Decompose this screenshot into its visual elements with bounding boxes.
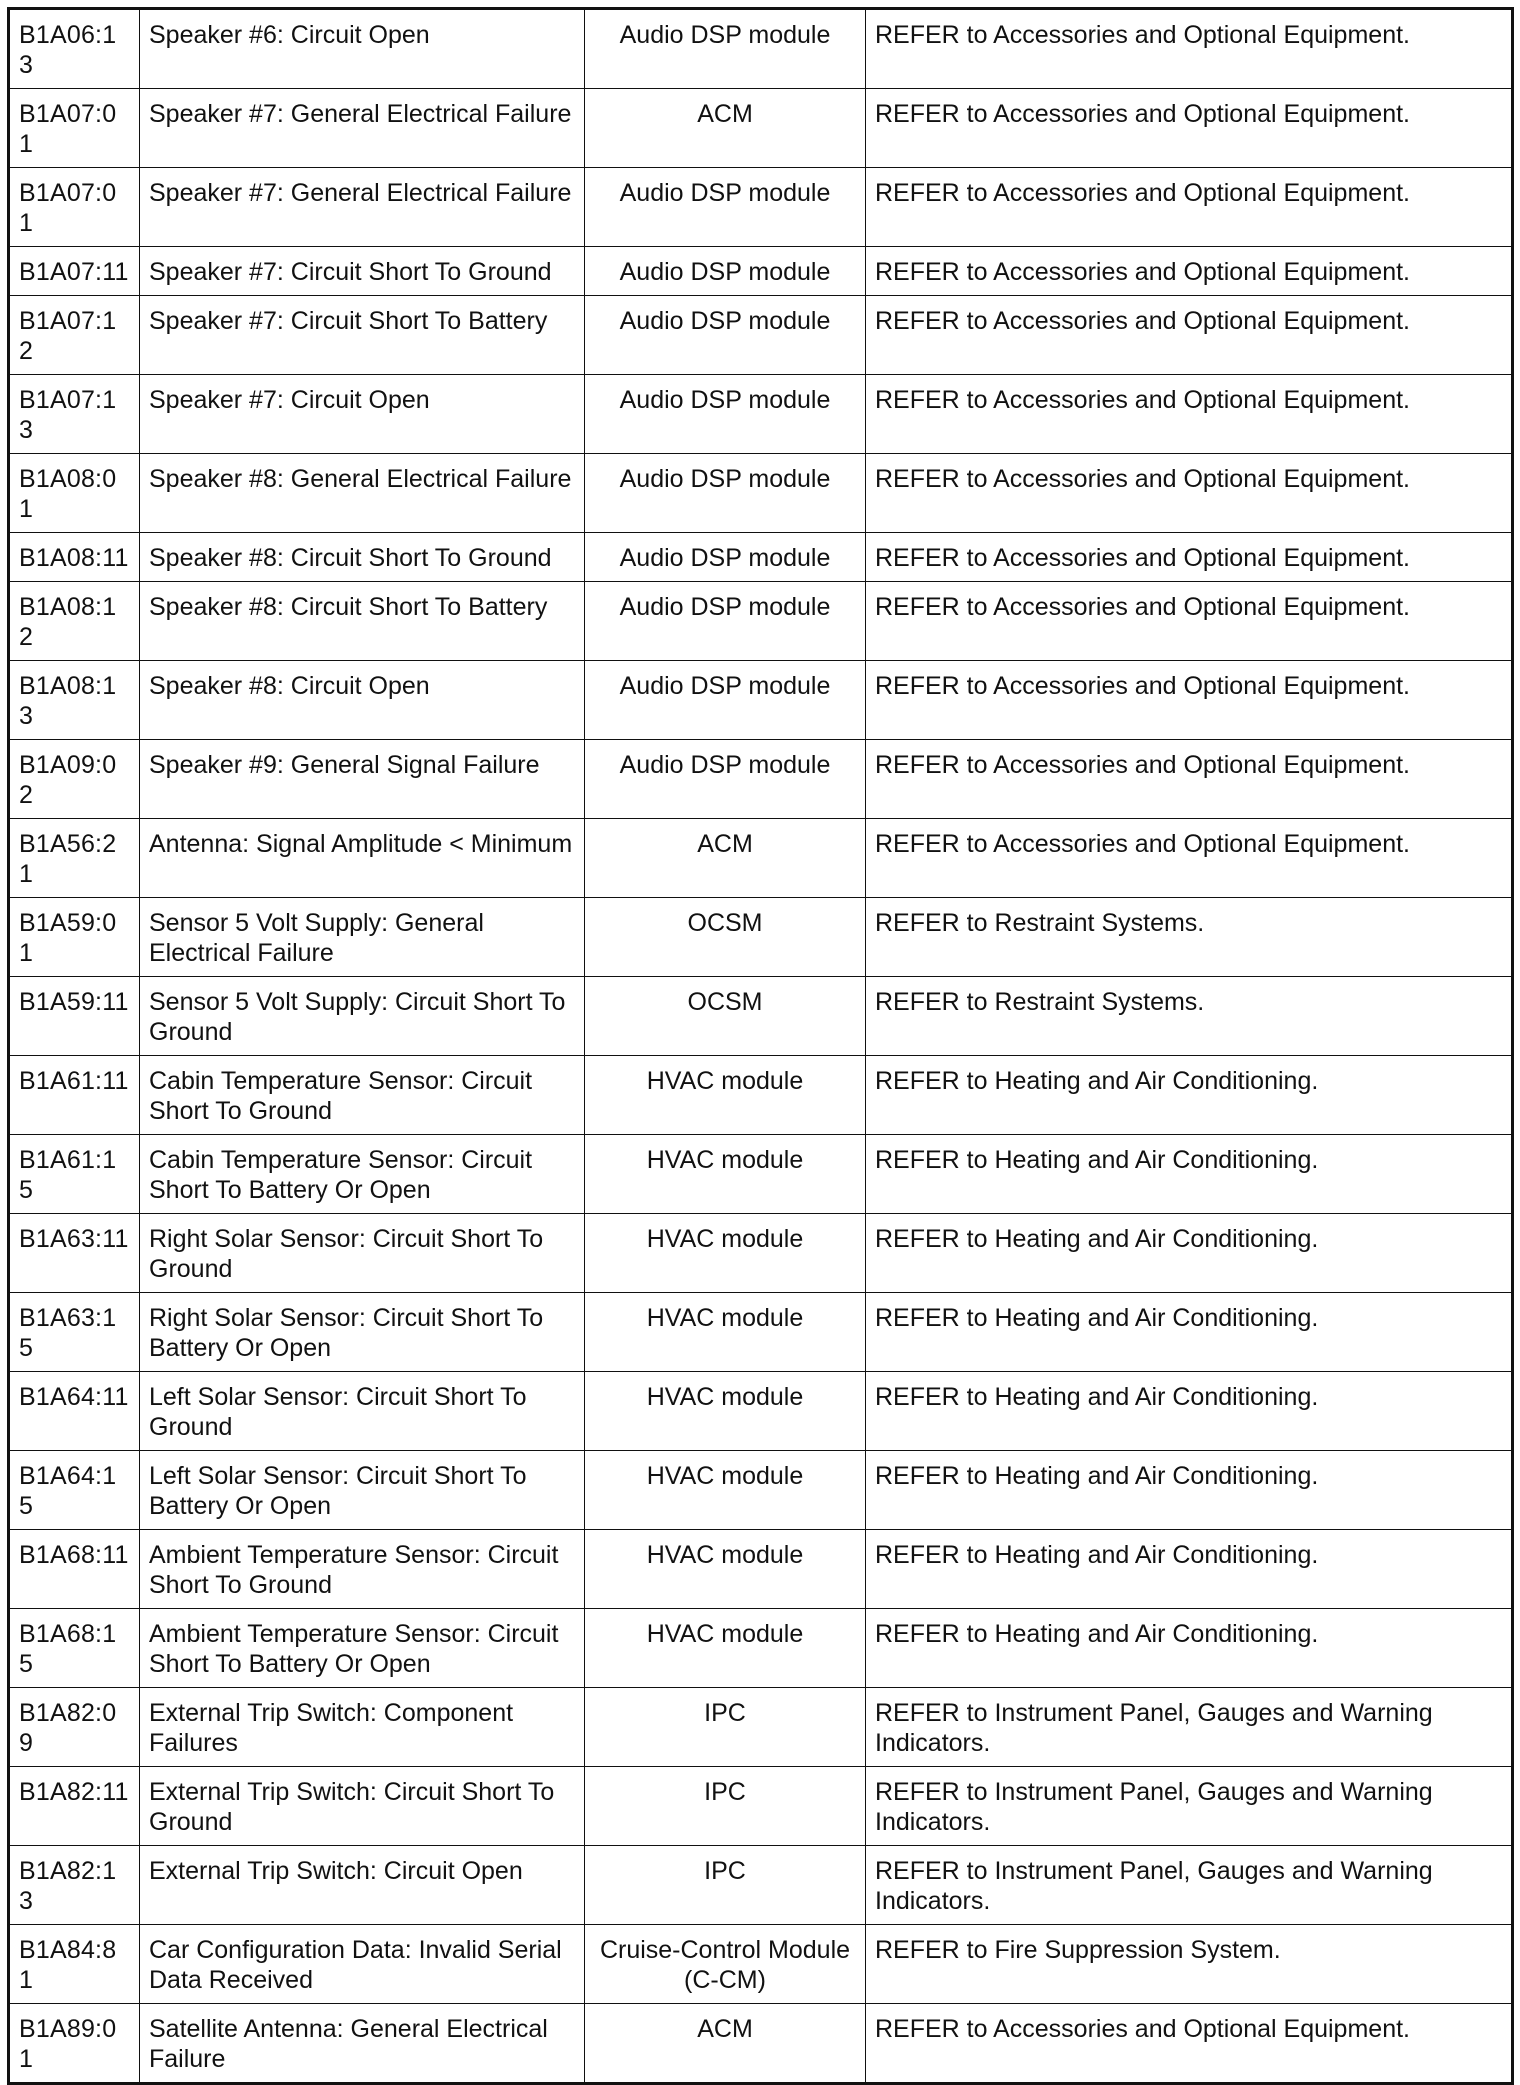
dtc-description-cell: Antenna: Signal Amplitude < Minimum (140, 819, 585, 898)
dtc-module-cell: OCSM (585, 977, 866, 1056)
dtc-action-cell: REFER to Accessories and Optional Equipment. (866, 9, 1513, 89)
dtc-action-cell: REFER to Accessories and Optional Equipment. (866, 661, 1513, 740)
dtc-module-cell: HVAC module (585, 1372, 866, 1451)
table-row (9, 1609, 1513, 1688)
dtc-module-cell: IPC (585, 1767, 866, 1846)
table-row (9, 9, 1513, 89)
table-row (9, 1214, 1513, 1293)
dtc-description-cell: Right Solar Sensor: Circuit Short To Battery Or Open (140, 1293, 585, 1372)
dtc-description-cell: Speaker #7: General Electrical Failure (140, 168, 585, 247)
dtc-module-cell: HVAC module (585, 1214, 866, 1293)
dtc-action-cell: REFER to Heating and Air Conditioning. (866, 1530, 1513, 1609)
dtc-module-cell: ACM (585, 89, 866, 168)
table-row (9, 2004, 1513, 2084)
dtc-description-cell: Speaker #8: Circuit Short To Battery (140, 582, 585, 661)
dtc-module-cell: HVAC module (585, 1056, 866, 1135)
dtc-module-cell: Audio DSP module (585, 740, 866, 819)
dtc-action-cell: REFER to Heating and Air Conditioning. (866, 1135, 1513, 1214)
dtc-action-cell: REFER to Restraint Systems. (866, 977, 1513, 1056)
dtc-description-cell: External Trip Switch: Circuit Short To Ground (140, 1767, 585, 1846)
dtc-code-cell: B1A82:11 (9, 1767, 140, 1846)
dtc-module-cell: Audio DSP module (585, 9, 866, 89)
dtc-description-cell: Speaker #8: Circuit Short To Ground (140, 533, 585, 582)
table-row (9, 296, 1513, 375)
table-row (9, 454, 1513, 533)
dtc-action-cell: REFER to Accessories and Optional Equipment. (866, 168, 1513, 247)
dtc-table-body (9, 9, 1513, 2084)
table-row (9, 1135, 1513, 1214)
table-row (9, 375, 1513, 454)
dtc-module-cell: Audio DSP module (585, 533, 866, 582)
dtc-code-cell: B1A07:12 (9, 296, 140, 375)
dtc-module-cell: HVAC module (585, 1135, 866, 1214)
dtc-code-cell: B1A08:13 (9, 661, 140, 740)
dtc-action-cell: REFER to Accessories and Optional Equipment. (866, 247, 1513, 296)
dtc-code-cell: B1A59:11 (9, 977, 140, 1056)
dtc-action-cell: REFER to Accessories and Optional Equipment. (866, 296, 1513, 375)
dtc-module-cell: ACM (585, 819, 866, 898)
dtc-action-cell: REFER to Heating and Air Conditioning. (866, 1372, 1513, 1451)
table-row (9, 582, 1513, 661)
table-row (9, 247, 1513, 296)
dtc-description-cell: External Trip Switch: Circuit Open (140, 1846, 585, 1925)
dtc-action-cell: REFER to Accessories and Optional Equipment. (866, 2004, 1513, 2084)
dtc-description-cell: Speaker #7: Circuit Short To Ground (140, 247, 585, 296)
dtc-module-cell: Audio DSP module (585, 168, 866, 247)
dtc-code-cell: B1A61:11 (9, 1056, 140, 1135)
dtc-action-cell: REFER to Fire Suppression System. (866, 1925, 1513, 2004)
dtc-action-cell: REFER to Heating and Air Conditioning. (866, 1609, 1513, 1688)
dtc-action-cell: REFER to Instrument Panel, Gauges and Warning Indicators. (866, 1767, 1513, 1846)
dtc-action-cell: REFER to Accessories and Optional Equipment. (866, 740, 1513, 819)
dtc-action-cell: REFER to Instrument Panel, Gauges and Warning Indicators. (866, 1846, 1513, 1925)
dtc-code-cell: B1A07:11 (9, 247, 140, 296)
dtc-code-cell: B1A68:15 (9, 1609, 140, 1688)
dtc-module-cell: HVAC module (585, 1451, 866, 1530)
table-row (9, 168, 1513, 247)
dtc-code-cell: B1A59:01 (9, 898, 140, 977)
dtc-code-cell: B1A09:02 (9, 740, 140, 819)
dtc-code-cell: B1A82:09 (9, 1688, 140, 1767)
dtc-description-cell: External Trip Switch: Component Failures (140, 1688, 585, 1767)
dtc-action-cell: REFER to Accessories and Optional Equipment. (866, 375, 1513, 454)
dtc-module-cell: Audio DSP module (585, 454, 866, 533)
dtc-code-cell: B1A64:15 (9, 1451, 140, 1530)
dtc-table (7, 7, 1514, 2085)
dtc-module-cell: ACM (585, 2004, 866, 2084)
table-row (9, 1767, 1513, 1846)
dtc-code-cell: B1A89:01 (9, 2004, 140, 2084)
table-row (9, 1056, 1513, 1135)
table-row (9, 1846, 1513, 1925)
dtc-action-cell: REFER to Instrument Panel, Gauges and Warning Indicators. (866, 1688, 1513, 1767)
dtc-action-cell: REFER to Accessories and Optional Equipment. (866, 533, 1513, 582)
dtc-description-cell: Speaker #8: General Electrical Failure (140, 454, 585, 533)
dtc-action-cell: REFER to Restraint Systems. (866, 898, 1513, 977)
dtc-description-cell: Car Configuration Data: Invalid Serial Data Received (140, 1925, 585, 2004)
dtc-module-cell: Audio DSP module (585, 296, 866, 375)
dtc-description-cell: Right Solar Sensor: Circuit Short To Ground (140, 1214, 585, 1293)
table-row (9, 1451, 1513, 1530)
dtc-action-cell: REFER to Accessories and Optional Equipment. (866, 89, 1513, 168)
dtc-action-cell: REFER to Accessories and Optional Equipment. (866, 819, 1513, 898)
dtc-action-cell: REFER to Heating and Air Conditioning. (866, 1056, 1513, 1135)
dtc-action-cell: REFER to Accessories and Optional Equipment. (866, 582, 1513, 661)
dtc-action-cell: REFER to Heating and Air Conditioning. (866, 1293, 1513, 1372)
dtc-module-cell: HVAC module (585, 1609, 866, 1688)
dtc-action-cell: REFER to Heating and Air Conditioning. (866, 1451, 1513, 1530)
dtc-module-cell: IPC (585, 1688, 866, 1767)
table-row (9, 1293, 1513, 1372)
dtc-description-cell: Sensor 5 Volt Supply: General Electrical Failure (140, 898, 585, 977)
dtc-description-cell: Ambient Temperature Sensor: Circuit Short To Battery Or Open (140, 1609, 585, 1688)
dtc-module-cell: Audio DSP module (585, 661, 866, 740)
dtc-action-cell: REFER to Accessories and Optional Equipment. (866, 454, 1513, 533)
table-row (9, 898, 1513, 977)
dtc-code-cell: B1A82:13 (9, 1846, 140, 1925)
dtc-description-cell: Cabin Temperature Sensor: Circuit Short To Battery Or Open (140, 1135, 585, 1214)
dtc-code-cell: B1A07:13 (9, 375, 140, 454)
dtc-code-cell: B1A56:21 (9, 819, 140, 898)
dtc-description-cell: Speaker #6: Circuit Open (140, 9, 585, 89)
dtc-description-cell: Ambient Temperature Sensor: Circuit Short To Ground (140, 1530, 585, 1609)
dtc-module-cell: Cruise-Control Module (C-CM) (585, 1925, 866, 2004)
table-row (9, 1925, 1513, 2004)
dtc-description-cell: Speaker #7: Circuit Short To Battery (140, 296, 585, 375)
table-row (9, 1688, 1513, 1767)
dtc-module-cell: Audio DSP module (585, 375, 866, 454)
table-row (9, 661, 1513, 740)
table-row (9, 533, 1513, 582)
dtc-code-cell: B1A08:01 (9, 454, 140, 533)
table-row (9, 819, 1513, 898)
dtc-description-cell: Speaker #7: Circuit Open (140, 375, 585, 454)
dtc-description-cell: Sensor 5 Volt Supply: Circuit Short To Ground (140, 977, 585, 1056)
dtc-module-cell: Audio DSP module (585, 582, 866, 661)
dtc-code-cell: B1A63:11 (9, 1214, 140, 1293)
dtc-description-cell: Cabin Temperature Sensor: Circuit Short To Ground (140, 1056, 585, 1135)
dtc-module-cell: OCSM (585, 898, 866, 977)
dtc-module-cell: HVAC module (585, 1293, 866, 1372)
dtc-code-cell: B1A84:81 (9, 1925, 140, 2004)
table-row (9, 740, 1513, 819)
dtc-code-cell: B1A07:01 (9, 168, 140, 247)
dtc-module-cell: IPC (585, 1846, 866, 1925)
dtc-code-cell: B1A06:13 (9, 9, 140, 89)
dtc-description-cell: Speaker #9: General Signal Failure (140, 740, 585, 819)
dtc-code-cell: B1A07:01 (9, 89, 140, 168)
dtc-description-cell: Satellite Antenna: General Electrical Failure (140, 2004, 585, 2084)
dtc-description-cell: Left Solar Sensor: Circuit Short To Ground (140, 1372, 585, 1451)
dtc-description-cell: Speaker #8: Circuit Open (140, 661, 585, 740)
dtc-code-cell: B1A08:12 (9, 582, 140, 661)
table-row (9, 89, 1513, 168)
dtc-action-cell: REFER to Heating and Air Conditioning. (866, 1214, 1513, 1293)
table-row (9, 1372, 1513, 1451)
dtc-code-cell: B1A64:11 (9, 1372, 140, 1451)
table-row (9, 1530, 1513, 1609)
dtc-description-cell: Left Solar Sensor: Circuit Short To Battery Or Open (140, 1451, 585, 1530)
dtc-code-cell: B1A08:11 (9, 533, 140, 582)
dtc-description-cell: Speaker #7: General Electrical Failure (140, 89, 585, 168)
table-row (9, 977, 1513, 1056)
dtc-module-cell: HVAC module (585, 1530, 866, 1609)
dtc-code-cell: B1A68:11 (9, 1530, 140, 1609)
dtc-code-cell: B1A63:15 (9, 1293, 140, 1372)
dtc-module-cell: Audio DSP module (585, 247, 866, 296)
dtc-code-cell: B1A61:15 (9, 1135, 140, 1214)
